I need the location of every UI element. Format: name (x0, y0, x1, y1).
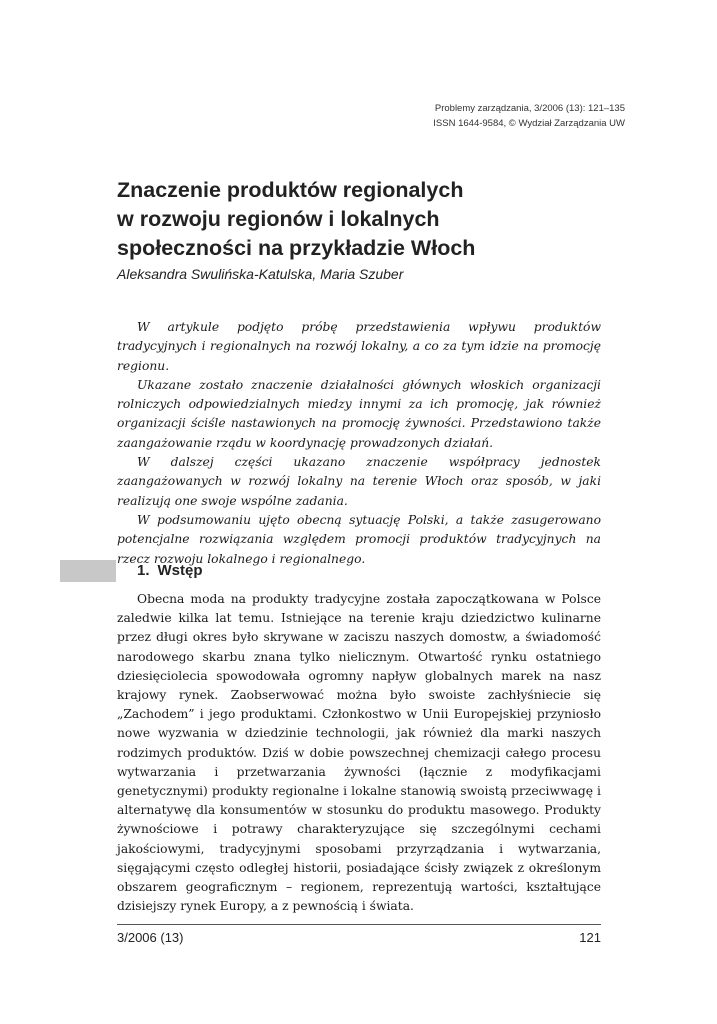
journal-issn: ISSN 1644-9584, © Wydział Zarządzania UW (433, 118, 625, 129)
abstract-paragraph: W podsumowaniu ujęto obecną sytuację Polski, a także zasugerowano potencjalne rozwiązania względem promocji produktów tradycyjnych na rzecz rozwoju lokalnego i regionalnego. (117, 512, 601, 566)
abstract (117, 318, 601, 569)
journal-citation: Problemy zarządzania, 3/2006 (13): 121–135 (434, 103, 625, 114)
section-heading (137, 562, 203, 579)
journal-header (433, 101, 625, 131)
section-number: 1. (137, 562, 150, 579)
section-title: Wstęp (157, 562, 203, 579)
footer-issue: 3/2006 (13) (117, 930, 184, 945)
abstract-paragraph: W artykule podjęto próbę przedstawienia wpływu produktów tradycyjnych i regionalnych na rozwój lokalny, a co za tym idzie na promocję regionu. (117, 320, 601, 373)
footer-divider (117, 924, 601, 925)
body-paragraph: Obecna moda na produkty tradycyjne została zapoczątkowana w Polsce zaledwie kilka lat temu. Istniejące na terenie kraju dziedzictwo kulinarne przez długi okres było skrywane w zaciszu naszych domostw, a świadomość narodowego skarbu znana tylko nielicznym. Otwartość rynku ostatniego dziesięciolecia spowodowała ogromny napływ globalnych marek na nasz krajowy rynek. Zaobserwować można było swoiste zachłyśniecie się „Zachodem” i jego produktami. Członkostwo w Unii Europejskiej przyniosło nowe wyzwania w dziedzinie technologii, jak również dla marki naszych rodzimych produktów. Dziś w dobie powszechnej chemizacji całego procesu wytwarzania i przetwarzania żywności (łącznie z modyfikacjami genetycznymi) produkty regionalne i lokalne stanowią swoistą przeciwwagę i alternatywę dla konsumentów w stosunku do produktu masowego. Produkty żywnościowe i potrawy charakteryzujące się szczególnymi cechami jakościowymi, tradycyjnymi sposobami przyrządzania i wytwarzania, sięgającymi często odległej historii, posiadające ścisły związek z określonym obszarem geograficznym – regionem, reprezentują wartości, kształtujące dzisiejszy rynek Europy, a z pewnością i świata. (117, 592, 601, 914)
title-line: Znaczenie produktów regionalych (117, 178, 464, 202)
article-title (117, 176, 597, 263)
abstract-paragraph: Ukazane zostało znaczenie działalności głównych włoskich organizacji rolniczych odpowiedzialnych miedzy innymi za ich promocję, jak również organizacji ściśle nastawionych na promocję żywności. Przedstawiono także zaangażowanie rządu w koordynację prowadzonych działań. (117, 377, 601, 450)
section-marker-bar (60, 560, 116, 582)
page-number: 121 (579, 930, 601, 945)
article-authors: Aleksandra Swulińska-Katulska, Maria Szuber (117, 266, 404, 282)
abstract-paragraph: W dalszej części ukazano znaczenie współpracy jednostek zaangażowanych w rozwój lokalny na terenie Włoch oraz sposób, w jaki realizują one swoje wspólne zadania. (117, 455, 601, 508)
title-line: społeczności na przykładzie Włoch (117, 236, 476, 260)
title-line: w rozwoju regionów i lokalnych (117, 207, 440, 231)
section-body (117, 590, 601, 916)
